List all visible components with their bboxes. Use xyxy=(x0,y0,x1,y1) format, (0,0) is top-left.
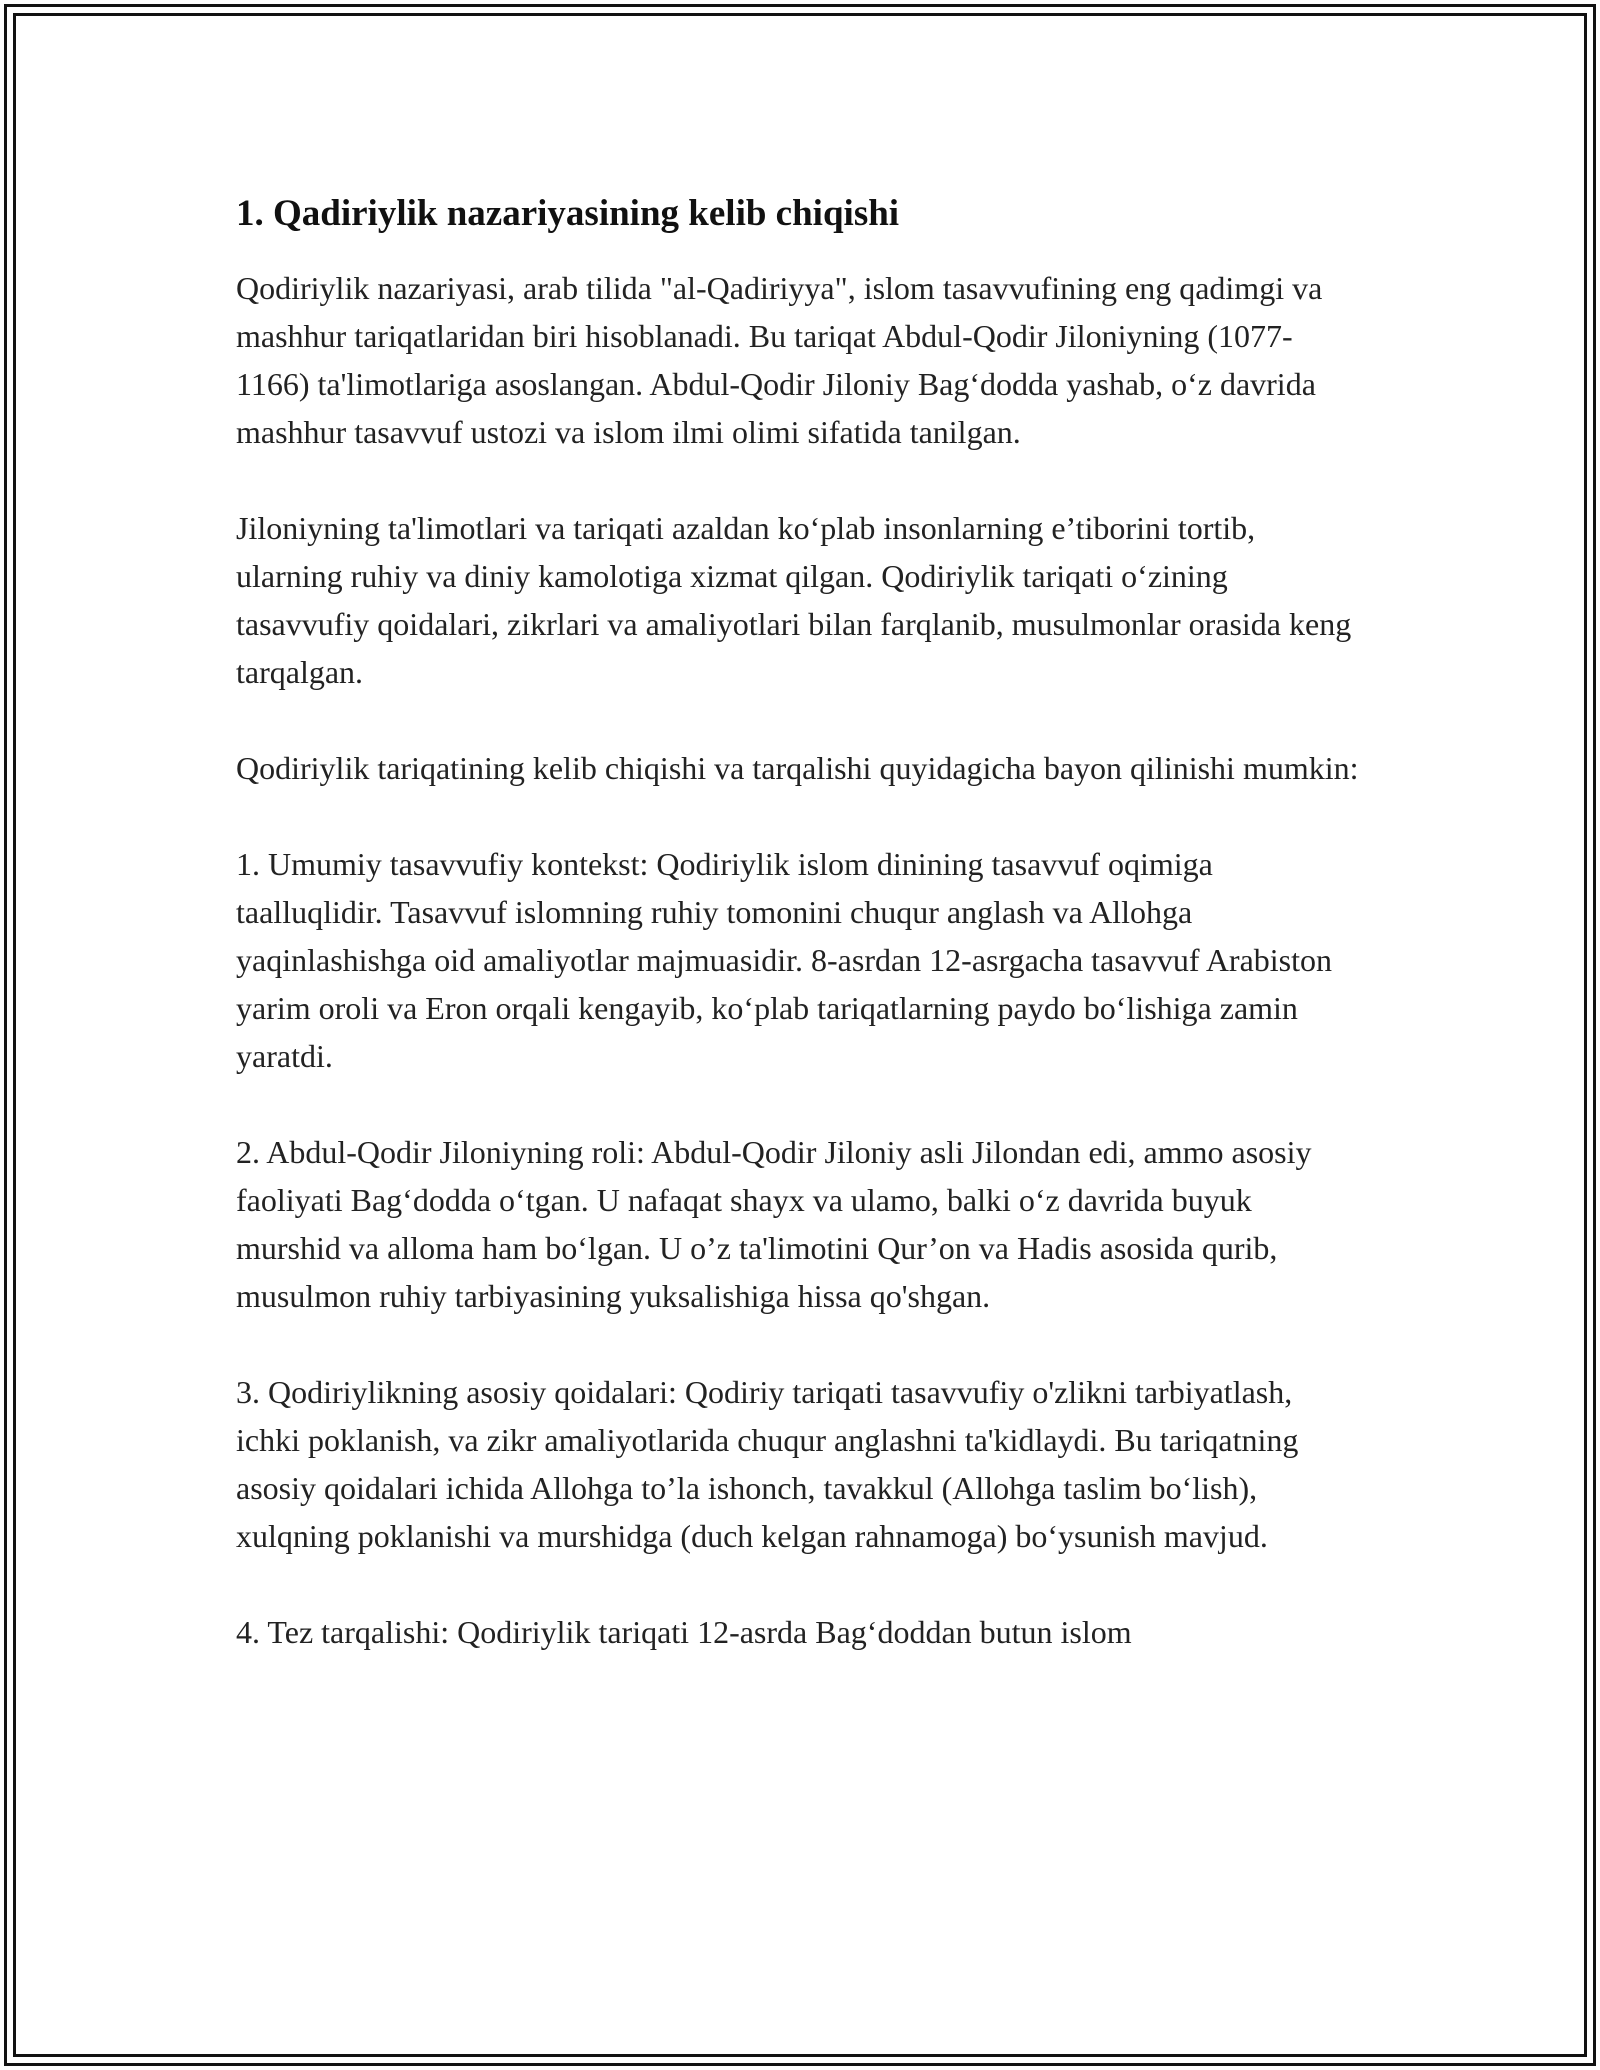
list-item-role: 2. Abdul-Qodir Jiloniyning roli: Abdul-Qodir Jiloniy asli Jilondan edi, ammo asosiy faoliyati Bag‘dodda o‘tgan. U nafaqat shayx va ulamo, balki o‘z davrida buyuk murshid va alloma ham bo‘lgan. U o’z ta'limotini Qur’on va Hadis asosida qurib, musulmon ruhiy tarbiyasining yuksalishiga hissa qo'shgan. xyxy=(236,1134,1312,1314)
paragraph-intro: Qodiriylik nazariyasi, arab tilida "al-Qadiriyya", islom tasavvufining eng qadimgi va mashhur tariqatlaridan biri hisoblanadi. Bu tariqat Abdul-Qodir Jiloniyning (1077-1166) ta'limotlariga asoslangan. Abdul-Qodir Jiloniy Bag‘dodda yashab, o‘z davrida mashhur tasavvuf ustozi va islom ilmi olimi sifatida tanilgan. xyxy=(236,270,1323,450)
document-body xyxy=(236,186,1364,1704)
section-title: 1. Qadiriylik nazariyasining kelib chiqishi xyxy=(236,193,900,234)
list-item-principles: 3. Qodiriylikning asosiy qoidalari: Qodiriy tariqati tasavvufiy o'zlikni tarbiyatlash, ichki poklanish, va zikr amaliyotlarida chuqur anglashni ta'kidlaydi. Bu tariqatning asosiy qoidalari ichida Allohga to’la ishonch, tavakkul (Allohga taslim bo‘lish), xulqning poklanishi va murshidga (duch kelgan rahnamoga) bo‘ysunish mavjud. xyxy=(236,1374,1299,1554)
paragraph-teachings: Jiloniyning ta'limotlari va tariqati azaldan ko‘plab insonlarning e’tiborini tortib, ularning ruhiy va diniy kamolotiga xizmat qilgan. Qodiriylik tariqati o‘zining tasavvufiy qoidalari, zikrlari va amaliyotlari bilan farqlanib, musulmonlar orasida keng tarqalgan. xyxy=(236,510,1352,690)
list-item-context: 1. Umumiy tasavvufiy kontekst: Qodiriylik islom dinining tasavvuf oqimiga taalluqlidir. Tasavvuf islomning ruhiy tomonini chuqur anglash va Allohga yaqinlashishga oid amaliyotlar majmuasidir. 8-asrdan 12-asrgacha tasavvuf Arabiston yarim oroli va Eron orqali kengayib, ko‘plab tariqatlarning paydo bo‘lishiga zamin yaratdi. xyxy=(236,846,1333,1074)
list-item-spread: 4. Tez tarqalishi: Qodiriylik tariqati 12-asrda Bag‘doddan butun islom xyxy=(236,1614,1132,1650)
paragraph-origin-intro: Qodiriylik tariqatining kelib chiqishi va tarqalishi quyidagicha bayon qilinishi mumkin: xyxy=(236,750,1359,786)
